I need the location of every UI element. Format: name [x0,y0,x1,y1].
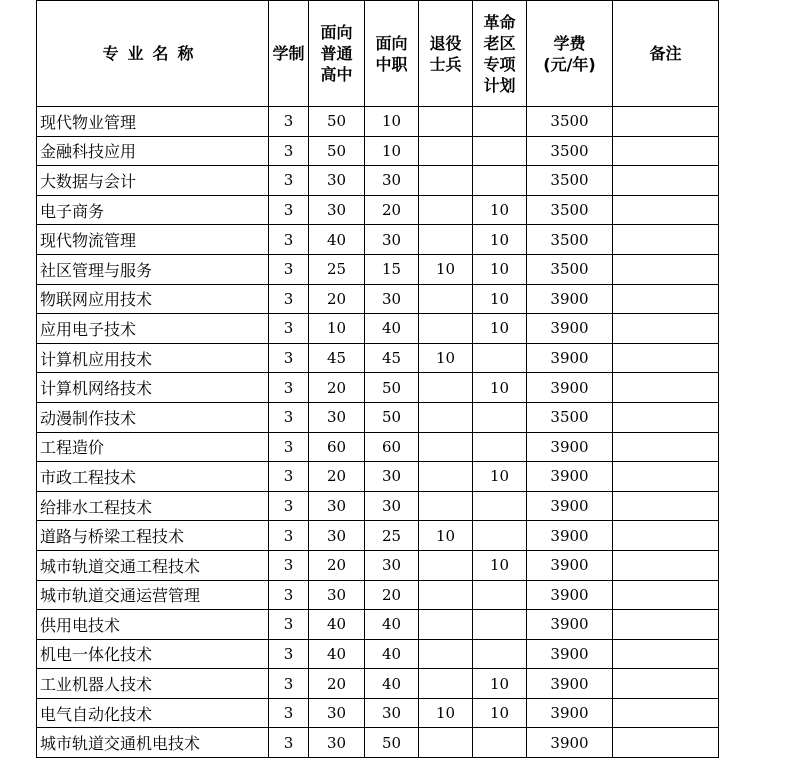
cell-veterans [419,314,473,344]
cell-vocational: 20 [365,580,419,610]
table-body [37,107,719,758]
cell-duration: 3 [269,521,309,551]
cell-vocational: 30 [365,166,419,196]
cell-major-name: 金融科技应用 [37,136,269,166]
header-high-school-line: 普通 [320,44,353,63]
cell-major-name: 电子商务 [37,195,269,225]
cell-notes [613,225,719,255]
cell-tuition: 3900 [527,373,613,403]
cell-veterans [419,491,473,521]
cell-duration: 3 [269,432,309,462]
table-row [37,314,719,344]
cell-duration: 3 [269,254,309,284]
header-row [37,1,719,107]
table-row [37,225,719,255]
cell-tuition: 3500 [527,195,613,225]
cell-veterans: 10 [419,521,473,551]
cell-notes [613,284,719,314]
cell-high-school: 25 [309,254,365,284]
cell-veterans [419,136,473,166]
cell-major-name: 电气自动化技术 [37,698,269,728]
header-notes: 备注 [613,1,719,107]
cell-high-school: 20 [309,284,365,314]
cell-tuition: 3900 [527,343,613,373]
cell-tuition: 3900 [527,284,613,314]
cell-notes [613,698,719,728]
cell-duration: 3 [269,491,309,521]
cell-high-school: 50 [309,107,365,137]
cell-veterans [419,373,473,403]
cell-veterans [419,610,473,640]
cell-vocational: 50 [365,728,419,758]
table-row [37,284,719,314]
cell-vocational: 30 [365,698,419,728]
cell-tuition: 3500 [527,254,613,284]
cell-notes [613,432,719,462]
cell-high-school: 60 [309,432,365,462]
table-row [37,521,719,551]
cell-veterans [419,432,473,462]
table-row [37,639,719,669]
cell-vocational: 30 [365,462,419,492]
cell-high-school: 30 [309,698,365,728]
table-row [37,669,719,699]
enrollment-plan-table [36,0,719,758]
cell-high-school: 50 [309,136,365,166]
cell-notes [613,639,719,669]
table-row [37,402,719,432]
cell-duration: 3 [269,580,309,610]
table-header [37,1,719,107]
cell-duration: 3 [269,402,309,432]
cell-notes [613,314,719,344]
header-revolutionary-line: 计划 [483,75,516,95]
cell-major-name: 道路与桥梁工程技术 [37,521,269,551]
header-high-school-line: 面向 [320,23,353,42]
cell-major-name: 供用电技术 [37,610,269,640]
cell-high-school: 40 [309,610,365,640]
header-veterans [419,1,473,107]
cell-notes [613,669,719,699]
cell-veterans [419,402,473,432]
cell-tuition: 3900 [527,698,613,728]
cell-vocational: 25 [365,521,419,551]
cell-tuition: 3900 [527,521,613,551]
cell-vocational: 30 [365,491,419,521]
header-tuition [527,1,613,107]
cell-notes [613,728,719,758]
cell-veterans [419,225,473,255]
cell-tuition: 3900 [527,314,613,344]
header-vocational-line: 面向 [375,33,408,53]
cell-high-school: 20 [309,373,365,403]
cell-veterans [419,550,473,580]
cell-revolutionary [473,432,527,462]
cell-notes [613,107,719,137]
cell-high-school: 40 [309,639,365,669]
table-row [37,580,719,610]
cell-major-name: 计算机网络技术 [37,373,269,403]
cell-duration: 3 [269,284,309,314]
header-revolutionary-line: 老区 [483,33,516,53]
table-row [37,610,719,640]
header-duration: 学制 [269,1,309,107]
table-row [37,195,719,225]
header-revolutionary-line: 革命 [483,12,516,32]
cell-revolutionary [473,639,527,669]
cell-duration: 3 [269,639,309,669]
cell-high-school: 40 [309,225,365,255]
cell-vocational: 30 [365,550,419,580]
cell-major-name: 大数据与会计 [37,166,269,196]
cell-high-school: 45 [309,343,365,373]
cell-revolutionary [473,402,527,432]
cell-revolutionary: 10 [473,254,527,284]
cell-revolutionary [473,728,527,758]
cell-duration: 3 [269,195,309,225]
table-row [37,254,719,284]
cell-major-name: 社区管理与服务 [37,254,269,284]
cell-vocational: 50 [365,373,419,403]
table-row [37,550,719,580]
cell-notes [613,580,719,610]
cell-high-school: 30 [309,521,365,551]
header-tuition-line: 学费 [553,33,586,53]
cell-veterans [419,728,473,758]
cell-duration: 3 [269,610,309,640]
cell-notes [613,136,719,166]
table-row [37,373,719,403]
cell-vocational: 50 [365,402,419,432]
header-veterans-line: 士兵 [429,54,462,74]
cell-tuition: 3900 [527,491,613,521]
cell-duration: 3 [269,373,309,403]
cell-duration: 3 [269,314,309,344]
header-major-name: 专业名称 [37,1,269,107]
cell-vocational: 15 [365,254,419,284]
cell-vocational: 40 [365,610,419,640]
cell-duration: 3 [269,136,309,166]
cell-revolutionary [473,491,527,521]
cell-veterans [419,462,473,492]
cell-tuition: 3900 [527,728,613,758]
cell-notes [613,491,719,521]
cell-veterans [419,107,473,137]
cell-vocational: 40 [365,639,419,669]
cell-revolutionary: 10 [473,195,527,225]
cell-tuition: 3900 [527,669,613,699]
cell-duration: 3 [269,166,309,196]
cell-veterans: 10 [419,698,473,728]
cell-tuition: 3900 [527,462,613,492]
table-row [37,343,719,373]
header-high-school-line: 高中 [320,65,353,84]
cell-major-name: 城市轨道交通工程技术 [37,550,269,580]
cell-vocational: 10 [365,136,419,166]
cell-vocational: 60 [365,432,419,462]
cell-notes [613,343,719,373]
cell-vocational: 30 [365,284,419,314]
enrollment-plan-sheet [36,0,719,758]
cell-vocational: 40 [365,669,419,699]
cell-revolutionary [473,521,527,551]
header-vocational-line: 中职 [375,54,408,74]
cell-tuition: 3500 [527,166,613,196]
cell-duration: 3 [269,728,309,758]
cell-high-school: 20 [309,462,365,492]
cell-revolutionary [473,580,527,610]
header-tuition-line: (元/年) [543,54,596,74]
cell-veterans [419,669,473,699]
cell-notes [613,195,719,225]
cell-duration: 3 [269,225,309,255]
cell-revolutionary: 10 [473,284,527,314]
cell-tuition: 3900 [527,610,613,640]
cell-duration: 3 [269,550,309,580]
cell-tuition: 3900 [527,639,613,669]
cell-major-name: 工程造价 [37,432,269,462]
cell-duration: 3 [269,669,309,699]
cell-duration: 3 [269,698,309,728]
cell-vocational: 20 [365,195,419,225]
cell-major-name: 市政工程技术 [37,462,269,492]
cell-duration: 3 [269,343,309,373]
cell-vocational: 30 [365,225,419,255]
cell-tuition: 3900 [527,550,613,580]
cell-high-school: 30 [309,195,365,225]
cell-high-school: 20 [309,550,365,580]
header-vocational [365,1,419,107]
cell-revolutionary [473,107,527,137]
cell-high-school: 30 [309,166,365,196]
cell-tuition: 3500 [527,107,613,137]
cell-veterans [419,639,473,669]
table-row [37,136,719,166]
table-row [37,107,719,137]
cell-major-name: 现代物业管理 [37,107,269,137]
cell-notes [613,521,719,551]
cell-high-school: 30 [309,491,365,521]
cell-duration: 3 [269,107,309,137]
cell-high-school: 20 [309,669,365,699]
cell-revolutionary [473,166,527,196]
table-row [37,462,719,492]
header-revolutionary [473,1,527,107]
cell-revolutionary: 10 [473,373,527,403]
cell-veterans: 10 [419,343,473,373]
cell-revolutionary: 10 [473,462,527,492]
cell-revolutionary: 10 [473,314,527,344]
table-row [37,166,719,196]
table-row [37,698,719,728]
header-high-school [309,1,365,107]
header-veterans-line: 退役 [429,33,462,53]
cell-revolutionary [473,610,527,640]
cell-veterans [419,166,473,196]
cell-major-name: 机电一体化技术 [37,639,269,669]
cell-major-name: 工业机器人技术 [37,669,269,699]
cell-veterans: 10 [419,254,473,284]
table-row [37,728,719,758]
cell-major-name: 物联网应用技术 [37,284,269,314]
cell-vocational: 10 [365,107,419,137]
cell-veterans [419,284,473,314]
cell-major-name: 应用电子技术 [37,314,269,344]
cell-high-school: 30 [309,580,365,610]
cell-notes [613,166,719,196]
table-row [37,432,719,462]
cell-revolutionary: 10 [473,669,527,699]
cell-notes [613,550,719,580]
cell-high-school: 30 [309,728,365,758]
cell-high-school: 30 [309,402,365,432]
cell-major-name: 城市轨道交通运营管理 [37,580,269,610]
cell-veterans [419,195,473,225]
cell-revolutionary: 10 [473,225,527,255]
cell-notes [613,402,719,432]
cell-major-name: 动漫制作技术 [37,402,269,432]
cell-major-name: 计算机应用技术 [37,343,269,373]
cell-veterans [419,580,473,610]
cell-major-name: 现代物流管理 [37,225,269,255]
cell-notes [613,462,719,492]
cell-vocational: 40 [365,314,419,344]
cell-duration: 3 [269,462,309,492]
cell-revolutionary: 10 [473,550,527,580]
cell-tuition: 3900 [527,580,613,610]
table-row [37,491,719,521]
cell-notes [613,254,719,284]
cell-major-name: 给排水工程技术 [37,491,269,521]
cell-tuition: 3500 [527,225,613,255]
cell-notes [613,610,719,640]
cell-high-school: 10 [309,314,365,344]
cell-revolutionary [473,343,527,373]
cell-tuition: 3500 [527,136,613,166]
cell-notes [613,373,719,403]
header-revolutionary-line: 专项 [483,54,516,74]
cell-vocational: 45 [365,343,419,373]
cell-tuition: 3900 [527,432,613,462]
cell-major-name: 城市轨道交通机电技术 [37,728,269,758]
cell-revolutionary: 10 [473,698,527,728]
cell-tuition: 3500 [527,402,613,432]
cell-revolutionary [473,136,527,166]
